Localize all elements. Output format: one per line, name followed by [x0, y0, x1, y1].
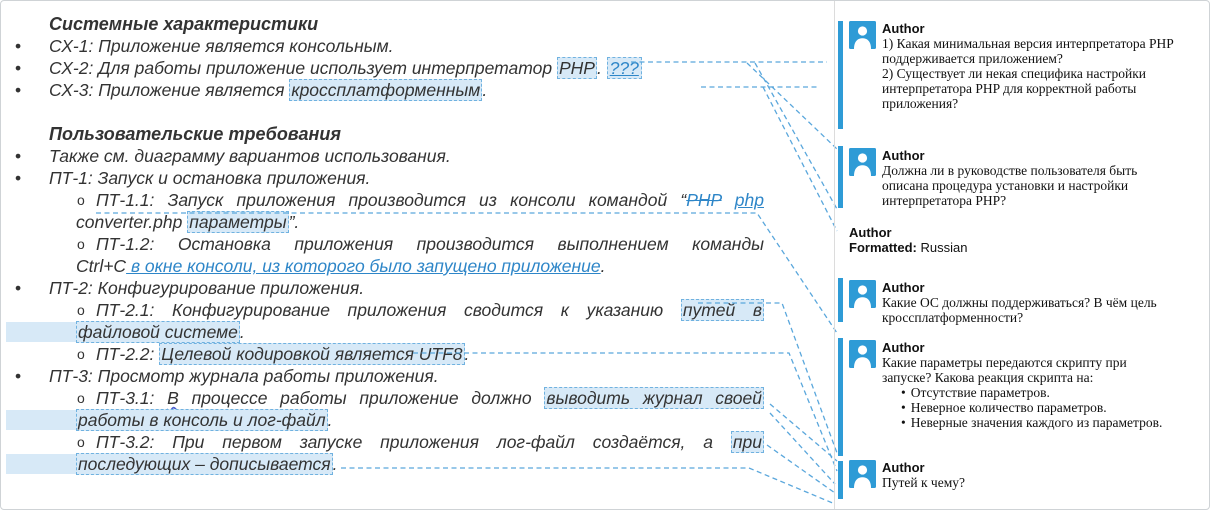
spellcheck-word[interactable]: В	[167, 388, 179, 408]
text-run: Пользовательские требования	[49, 124, 341, 144]
comment-anchor-highlight[interactable]: файловой системе	[78, 322, 238, 342]
text-run: .	[600, 256, 606, 276]
list-bullet: •	[15, 36, 22, 56]
comment-anchor-bar	[838, 21, 843, 129]
comment-anchor-highlight[interactable]: путей в	[682, 300, 762, 320]
list-bullet: •	[15, 58, 22, 78]
bullet-icon: •	[901, 400, 906, 415]
comment-balloon[interactable]	[835, 146, 1210, 208]
text-run: .	[327, 410, 333, 430]
doc-paragraph[interactable]	[1, 189, 834, 233]
document-body[interactable]	[1, 13, 834, 475]
inserted-placeholder[interactable]: ???	[607, 57, 642, 79]
formatted-label: Formatted:	[849, 240, 917, 255]
doc-line[interactable]	[76, 211, 764, 233]
comment-text: Какие параметры передаются скрипту при запуске? Какова реакция скрипта на:	[882, 355, 1127, 385]
comment-anchor-bar	[838, 146, 843, 208]
comment-anchor-highlight[interactable]: работы в консоль и лог-файл	[78, 410, 326, 430]
doc-line[interactable]	[49, 79, 768, 101]
comment-anchor-highlight[interactable]: параметры	[189, 212, 287, 232]
comment-anchor-highlight[interactable]: PHP	[558, 58, 595, 78]
list-bullet: •	[15, 146, 22, 166]
deleted-text[interactable]: PHP	[686, 190, 722, 210]
doc-line[interactable]	[49, 167, 768, 189]
text-run: Также см. диаграмму вариантов использования.	[49, 146, 451, 166]
text-run: ПТ-3.2: При первом запуске приложения лог-файл создаётся, а	[96, 432, 731, 452]
formatted-revision-note[interactable]	[835, 223, 1210, 256]
doc-line[interactable]	[76, 299, 764, 321]
comments-panel	[834, 1, 1210, 509]
comment-bullet-text: Неверные значения каждого из параметров.	[910, 415, 1163, 430]
list-bullet: •	[15, 366, 22, 386]
list-circle-bullet: o	[77, 236, 85, 252]
author-avatar-icon	[849, 21, 876, 49]
comment-bullet-item	[901, 400, 1210, 415]
list-circle-bullet: o	[77, 346, 85, 362]
comment-anchor-bar	[838, 461, 843, 499]
comment-balloon[interactable]	[835, 19, 1210, 111]
text-run: .	[596, 58, 607, 78]
inserted-text[interactable]: в окне консоли, из которого было запущено приложение	[126, 256, 601, 276]
comment-text: 1) Какая минимальная версия интерпретатора PHP поддерживается приложением? 2) Существует ли некая специфика настройки интерпретатора PHP для корректной работы приложения?	[882, 36, 1174, 111]
text-run: СХ-1: Приложение является консольным.	[49, 36, 394, 56]
comment-author: Author	[882, 148, 925, 163]
comment-anchor-bar	[838, 338, 843, 456]
doc-line[interactable]	[76, 343, 764, 365]
doc-line[interactable]	[49, 35, 768, 57]
doc-paragraph[interactable]	[1, 79, 834, 101]
doc-line[interactable]	[49, 145, 768, 167]
doc-line[interactable]	[76, 409, 764, 431]
text-run: ПТ-3: Просмотр журнала работы приложения.	[49, 366, 439, 386]
comment-text: Какие ОС должны поддерживаться? В чём цель кроссплатформенности?	[882, 295, 1157, 325]
text-run: ”.	[288, 212, 300, 232]
comment-text: Должна ли в руководстве пользователя быть описана процедура установки и настройки интерпретатора PHP?	[882, 163, 1138, 208]
text-run: ПТ-2.1: Конфигурирование приложения сводится к указанию	[96, 300, 681, 320]
list-circle-bullet: o	[77, 434, 85, 450]
comment-text: Путей к чему?	[882, 475, 965, 490]
comment-balloon[interactable]	[835, 278, 1210, 325]
comment-balloon[interactable]	[835, 338, 1210, 430]
text-run: СХ-2: Для работы приложение использует интерпретатор	[49, 58, 557, 78]
text-run: ПТ-2: Конфигурирование приложения.	[49, 278, 365, 298]
text-run: процессе работы приложение должно	[178, 388, 545, 408]
doc-paragraph[interactable]	[1, 387, 834, 431]
doc-line[interactable]	[49, 57, 768, 79]
doc-line[interactable]	[49, 365, 768, 387]
text-run: Ctrl+C	[76, 256, 127, 276]
doc-paragraph[interactable]	[1, 431, 834, 475]
bullet-icon: •	[901, 415, 906, 430]
doc-line[interactable]	[76, 453, 764, 475]
comment-anchor-bar	[838, 278, 843, 322]
doc-line[interactable]	[49, 123, 834, 145]
text-run: ПТ-1.1: Запуск приложения производится из консоли командой “	[96, 190, 687, 210]
comment-author: Author	[882, 340, 925, 355]
list-circle-bullet: o	[77, 192, 85, 208]
author-avatar-icon	[849, 280, 876, 308]
text-run: .	[332, 454, 338, 474]
comment-balloon[interactable]	[835, 458, 1210, 490]
comment-bullet-text: Неверное количество параметров.	[910, 400, 1107, 415]
formatted-value: Russian	[916, 240, 968, 255]
comment-author: Author	[882, 280, 925, 295]
list-bullet: •	[15, 168, 22, 188]
comment-author: Author	[882, 460, 925, 475]
text-run: ПТ-2.2:	[96, 344, 160, 364]
doc-line[interactable]	[76, 255, 764, 277]
comment-bullet-item	[901, 385, 1210, 400]
text-run: ПТ-1.2: Остановка приложения производится выполнением команды	[96, 234, 764, 254]
author-avatar-icon	[849, 340, 876, 368]
author-avatar-icon	[849, 148, 876, 176]
comment-anchor-highlight[interactable]: при	[732, 432, 762, 452]
comment-anchor-highlight[interactable]: выводить журнал своей	[546, 388, 763, 408]
list-circle-bullet: o	[77, 302, 85, 318]
list-bullet: •	[15, 80, 22, 100]
text-run: ПТ-3.1:	[96, 388, 168, 408]
doc-line[interactable]	[76, 431, 764, 453]
doc-line[interactable]	[49, 13, 834, 35]
text-run: Системные характеристики	[49, 14, 319, 34]
doc-line[interactable]	[76, 321, 764, 343]
text-run: converter.php	[76, 212, 188, 232]
bullet-icon: •	[901, 385, 906, 400]
comment-author: Author	[849, 225, 892, 240]
inserted-text[interactable]: php	[734, 190, 764, 210]
doc-paragraph[interactable]	[1, 35, 834, 57]
doc-paragraph[interactable]	[1, 343, 834, 365]
text-run: .	[464, 344, 470, 364]
text-run: .	[239, 322, 245, 342]
doc-heading[interactable]	[49, 13, 834, 35]
comment-anchor-highlight[interactable]: кроссплатформенным	[291, 80, 481, 100]
doc-paragraph[interactable]	[1, 145, 834, 167]
doc-paragraph[interactable]	[1, 365, 834, 387]
comment-anchor-highlight[interactable]: Целевой кодировкой является UTF8	[161, 344, 463, 364]
list-circle-bullet: o	[77, 390, 85, 406]
text-run: .	[482, 80, 488, 100]
formatted-note-text	[849, 240, 1210, 256]
text-run	[722, 190, 735, 210]
doc-paragraph[interactable]	[1, 277, 834, 299]
doc-paragraph[interactable]	[1, 299, 834, 343]
doc-line[interactable]	[76, 189, 764, 211]
doc-line[interactable]	[76, 233, 764, 255]
author-avatar-icon	[849, 460, 876, 488]
list-bullet: •	[15, 278, 22, 298]
doc-paragraph[interactable]	[1, 57, 834, 79]
comment-anchor-highlight[interactable]: последующих – дописывается	[78, 454, 331, 474]
doc-line[interactable]	[49, 277, 768, 299]
comment-bullet-item	[901, 415, 1210, 430]
doc-paragraph[interactable]	[1, 167, 834, 189]
doc-line[interactable]	[76, 387, 764, 409]
doc-heading[interactable]	[49, 123, 834, 145]
doc-blank-line	[1, 101, 834, 123]
comment-author: Author	[882, 21, 925, 36]
comment-bullet-text: Отсутствие параметров.	[910, 385, 1050, 400]
text-run: ПТ-1: Запуск и остановка приложения.	[49, 168, 371, 188]
text-run: СХ-3: Приложение является	[49, 80, 290, 100]
doc-paragraph[interactable]	[1, 233, 834, 277]
